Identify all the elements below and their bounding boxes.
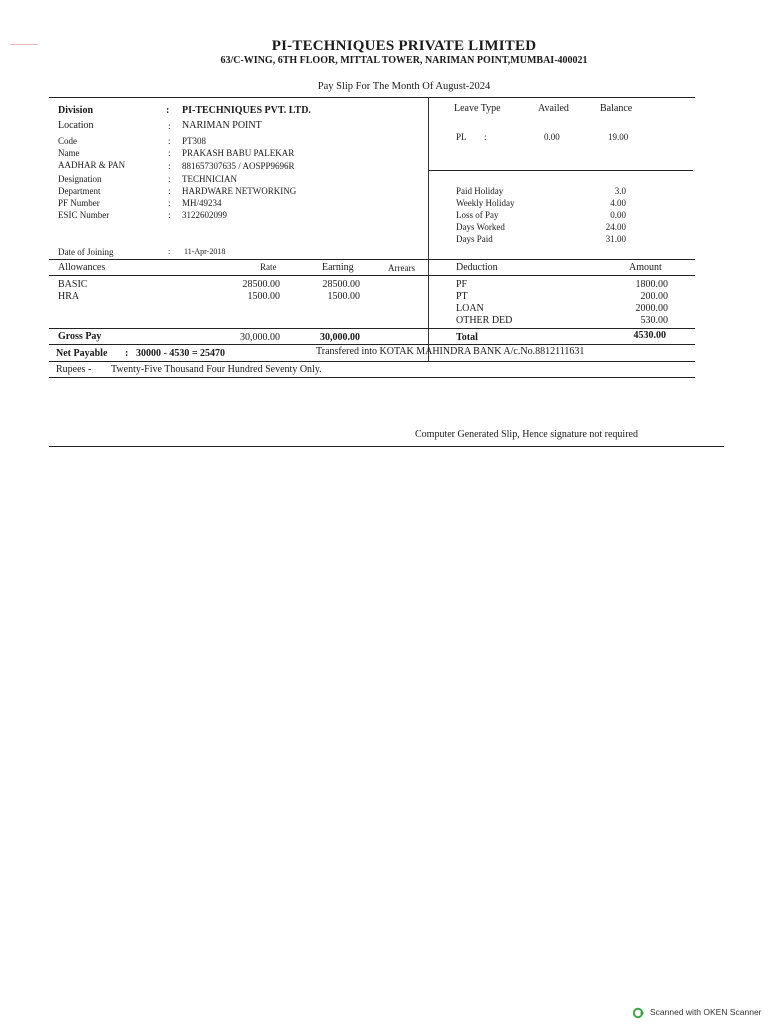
separator: : [168, 136, 171, 146]
days-paid-label: Days Paid [456, 234, 493, 244]
joining-date-label: Date of Joining [58, 247, 114, 257]
days-worked-value: 24.00 [605, 222, 626, 232]
deduction-name: PF [456, 279, 468, 290]
leave-type-header: Leave Type [454, 103, 501, 114]
net-payable-value: 30000 - 4530 = 25470 [136, 348, 226, 359]
code-label: Code [58, 136, 77, 146]
allowance-name: BASIC [58, 279, 88, 290]
designation-label: Designation [58, 174, 102, 184]
payslip-title: Pay Slip For The Month Of August-2024 [317, 81, 491, 92]
leave-availed-value: 0.00 [544, 132, 560, 142]
separator: : [168, 198, 171, 208]
leave-rule [428, 170, 693, 171]
rupees-label: Rupees - [56, 364, 92, 375]
gross-pay-label: Gross Pay [58, 331, 102, 342]
location-label: Location [58, 120, 94, 131]
days-paid-value: 31.00 [605, 234, 626, 244]
days-worked-label: Days Worked [456, 222, 505, 232]
gross-rule [49, 328, 695, 329]
aadhar-pan-label: AADHAR & PAN [58, 160, 126, 170]
net-rule [49, 361, 695, 362]
total-label: Total [456, 332, 478, 343]
separator: : [168, 121, 171, 131]
pf-number-label: PF Number [58, 198, 100, 208]
bottom-rule [49, 446, 724, 447]
name-label: Name [58, 148, 80, 158]
allowance-name: HRA [58, 291, 80, 302]
deduction-name: LOAN [456, 303, 484, 314]
esic-number-value: 3122602099 [182, 210, 227, 220]
allowance-rate: 28500.00 [242, 279, 280, 290]
company-name: PI-TECHNIQUES PRIVATE LIMITED [271, 38, 537, 54]
amount-in-words: Twenty-Five Thousand Four Hundred Seventy Only. [111, 364, 322, 375]
designation-value: TECHNICIAN [182, 174, 237, 184]
balance-header: Balance [600, 103, 633, 114]
gross-pay-earning: 30,000.00 [320, 332, 360, 343]
joining-date-value: 11-Apr-2018 [184, 247, 226, 256]
availed-header: Availed [538, 103, 569, 114]
gross-pay-rate: 30,000.00 [240, 332, 280, 343]
arrears-header: Arrears [388, 263, 415, 273]
allowance-earning: 28500.00 [322, 279, 360, 290]
division-value: PI-TECHNIQUES PVT. LTD. [182, 105, 311, 116]
separator: : [166, 105, 170, 116]
separator: : [168, 161, 171, 171]
deduction-amount: 530.00 [640, 315, 668, 326]
separator: : [168, 210, 171, 220]
separator: : [484, 132, 487, 142]
amount-header: Amount [629, 262, 662, 273]
section-rule [49, 259, 695, 260]
deduction-name: OTHER DED [456, 315, 513, 326]
top-rule [49, 97, 695, 98]
paid-holiday-value: 3.0 [614, 186, 626, 196]
department-label: Department [58, 186, 101, 196]
weekly-holiday-value: 4.00 [610, 198, 626, 208]
deduction-amount: 200.00 [640, 291, 668, 302]
division-label: Division [58, 105, 94, 116]
deduction-name: PT [456, 291, 468, 302]
loss-of-pay-label: Loss of Pay [456, 210, 499, 220]
esic-number-label: ESIC Number [58, 210, 110, 220]
name-value: PRAKASH BABU PALEKAR [182, 148, 295, 158]
total-rule [49, 344, 695, 345]
separator: : [168, 148, 171, 158]
separator: : [125, 348, 129, 359]
deduction-header: Deduction [456, 262, 498, 273]
scanner-logo-icon [633, 1007, 645, 1019]
separator: : [168, 186, 171, 196]
department-value: HARDWARE NETWORKING [182, 186, 297, 196]
separator: : [168, 247, 171, 256]
separator: : [168, 174, 171, 184]
header-rule [49, 275, 695, 276]
paid-holiday-label: Paid Holiday [456, 186, 504, 196]
words-rule [49, 377, 695, 378]
bank-transfer-note: Transfered into KOTAK MAHINDRA BANK A/c.No.8812111631 [316, 346, 585, 357]
rate-header: Rate [260, 262, 277, 272]
earning-header: Earning [322, 262, 354, 273]
loss-of-pay-value: 0.00 [610, 210, 626, 220]
company-address: 63/C-WING, 6TH FLOOR, MITTAL TOWER, NARIMAN POINT,MUMBAI-400021 [220, 55, 588, 66]
leave-type-value: PL [456, 132, 467, 142]
net-payable-label: Net Payable [56, 348, 108, 359]
code-value: PT308 [182, 136, 207, 146]
scanner-watermark: Scanned with OKEN Scanner [650, 1007, 762, 1017]
leave-balance-value: 19.00 [608, 132, 629, 142]
deduction-amount: 1800.00 [635, 279, 668, 290]
total-amount: 4530.00 [633, 330, 666, 341]
location-value: NARIMAN POINT [182, 120, 262, 131]
allowances-header: Allowances [58, 262, 106, 273]
signature-note: Computer Generated Slip, Hence signature not required [415, 429, 638, 440]
deduction-amount: 2000.00 [635, 303, 668, 314]
allowance-earning: 1500.00 [327, 291, 360, 302]
aadhar-pan-value: 881657307635 / AOSPP9696R [182, 161, 295, 171]
allowance-rate: 1500.00 [247, 291, 280, 302]
weekly-holiday-label: Weekly Holiday [456, 198, 515, 208]
pf-number-value: MH/49234 [182, 198, 222, 208]
